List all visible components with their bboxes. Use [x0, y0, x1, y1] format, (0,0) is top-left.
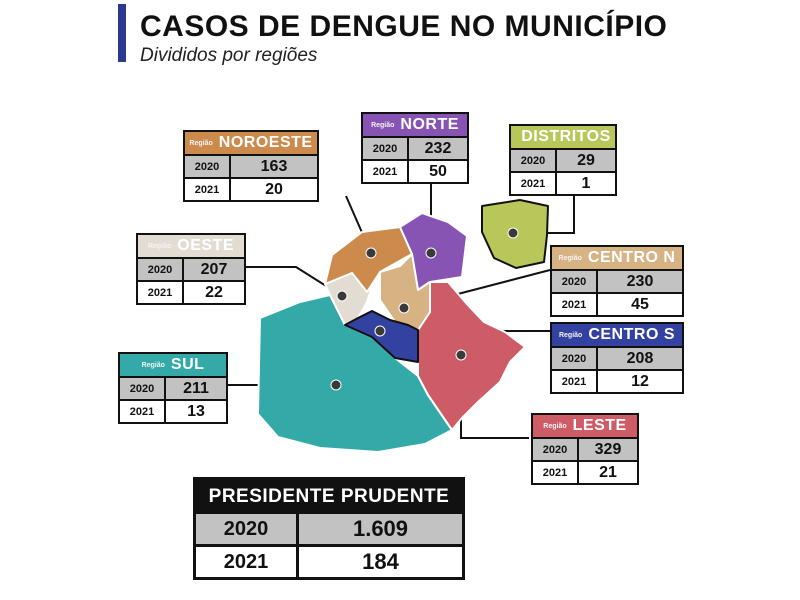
total-count: 184 [362, 549, 399, 574]
dot-leste [456, 350, 466, 360]
year-label: 2021 [552, 371, 598, 392]
region-header [120, 354, 226, 378]
case-count: 12 [631, 372, 649, 390]
case-count: 21 [599, 463, 617, 481]
region-prefix: Região [147, 242, 172, 250]
year-label: 2020 [552, 271, 598, 292]
total-row-2020 [196, 514, 462, 544]
row-2021 [552, 292, 682, 315]
region-prefix: Região [189, 139, 213, 147]
year-label: 2020 [120, 378, 166, 399]
region-name: NORTE [400, 116, 459, 133]
dot-sul [331, 380, 341, 390]
row-2020 [185, 156, 317, 177]
year-label: 2020 [196, 514, 299, 544]
dot-centro-n [399, 303, 409, 313]
row-2020 [511, 150, 615, 171]
case-count: 1 [581, 174, 591, 192]
total-box [193, 477, 465, 580]
region-name: DISTRITOS [521, 128, 611, 145]
row-2020 [533, 439, 637, 460]
region-box-centro-n [550, 245, 684, 317]
total-row-2021 [196, 544, 462, 577]
year-label: 2021 [552, 294, 598, 315]
row-2020 [363, 138, 467, 159]
case-count: 329 [594, 440, 622, 458]
year-label: 2021 [533, 462, 579, 483]
row-2020 [552, 271, 682, 292]
case-count: 230 [626, 272, 654, 290]
region-box-distritos [509, 124, 617, 196]
case-count: 13 [187, 402, 205, 420]
region-box-centro-s [550, 322, 684, 394]
year-label: 2020 [511, 150, 557, 171]
region-header [138, 235, 244, 259]
year-label: 2021 [120, 401, 166, 422]
region-box-sul [118, 352, 228, 424]
row-2021 [363, 159, 467, 182]
dot-noroeste [366, 248, 376, 258]
region-prefix: Região [141, 361, 165, 369]
region-header [552, 324, 682, 348]
region-box-oeste [136, 233, 246, 305]
region-box-noroeste [183, 130, 319, 202]
year-label: 2021 [196, 547, 299, 577]
page-title: CASOS DE DENGUE NO MUNICÍPIO [140, 10, 668, 43]
row-2021 [552, 369, 682, 392]
year-label: 2021 [185, 179, 231, 200]
row-2020 [120, 378, 226, 399]
case-count: 208 [626, 349, 654, 367]
year-label: 2021 [138, 282, 184, 303]
total-title: PRESIDENTE PRUDENTE [196, 480, 462, 514]
year-label: 2020 [363, 138, 409, 159]
region-prefix: Região [371, 121, 395, 129]
dot-centro-s [375, 326, 385, 336]
region-prefix: Região [543, 422, 567, 430]
page-subtitle: Divididos por regiões [140, 45, 318, 66]
region-header [363, 114, 467, 138]
region-prefix: Região [558, 254, 582, 262]
region-name: SUL [170, 356, 205, 373]
case-count: 22 [205, 283, 223, 301]
year-label: 2021 [363, 161, 409, 182]
row-2021 [120, 399, 226, 422]
row-2021 [511, 171, 615, 194]
case-count: 211 [183, 379, 209, 397]
case-count: 20 [265, 180, 283, 198]
year-label: 2020 [552, 348, 598, 369]
case-count: 29 [577, 151, 595, 169]
year-label: 2020 [138, 259, 184, 280]
dot-norte [426, 248, 436, 258]
region-name: LESTE [572, 417, 627, 434]
region-header [185, 132, 317, 156]
case-count: 163 [260, 157, 288, 175]
region-box-leste [531, 413, 639, 485]
row-2020 [138, 259, 244, 280]
region-header [552, 247, 682, 271]
year-label: 2020 [185, 156, 231, 177]
region-box-norte [361, 112, 469, 184]
region-name: OESTE [177, 237, 235, 254]
region-prefix: Região [558, 331, 583, 339]
year-label: 2020 [533, 439, 579, 460]
region-name: CENTRO N [587, 249, 676, 266]
case-count: 45 [631, 295, 649, 313]
case-count: 50 [429, 162, 447, 180]
region-name: CENTRO S [588, 326, 675, 343]
region-name: NOROESTE [218, 134, 313, 151]
row-2021 [185, 177, 317, 200]
case-count: 207 [200, 260, 228, 278]
row-2020 [552, 348, 682, 369]
dot-distritos [508, 228, 518, 238]
total-count: 1.609 [352, 516, 409, 541]
row-2021 [533, 460, 637, 483]
year-label: 2021 [511, 173, 557, 194]
region-header [533, 415, 637, 439]
case-count: 232 [424, 139, 452, 157]
region-header [511, 126, 615, 150]
dot-oeste [337, 291, 347, 301]
row-2021 [138, 280, 244, 303]
